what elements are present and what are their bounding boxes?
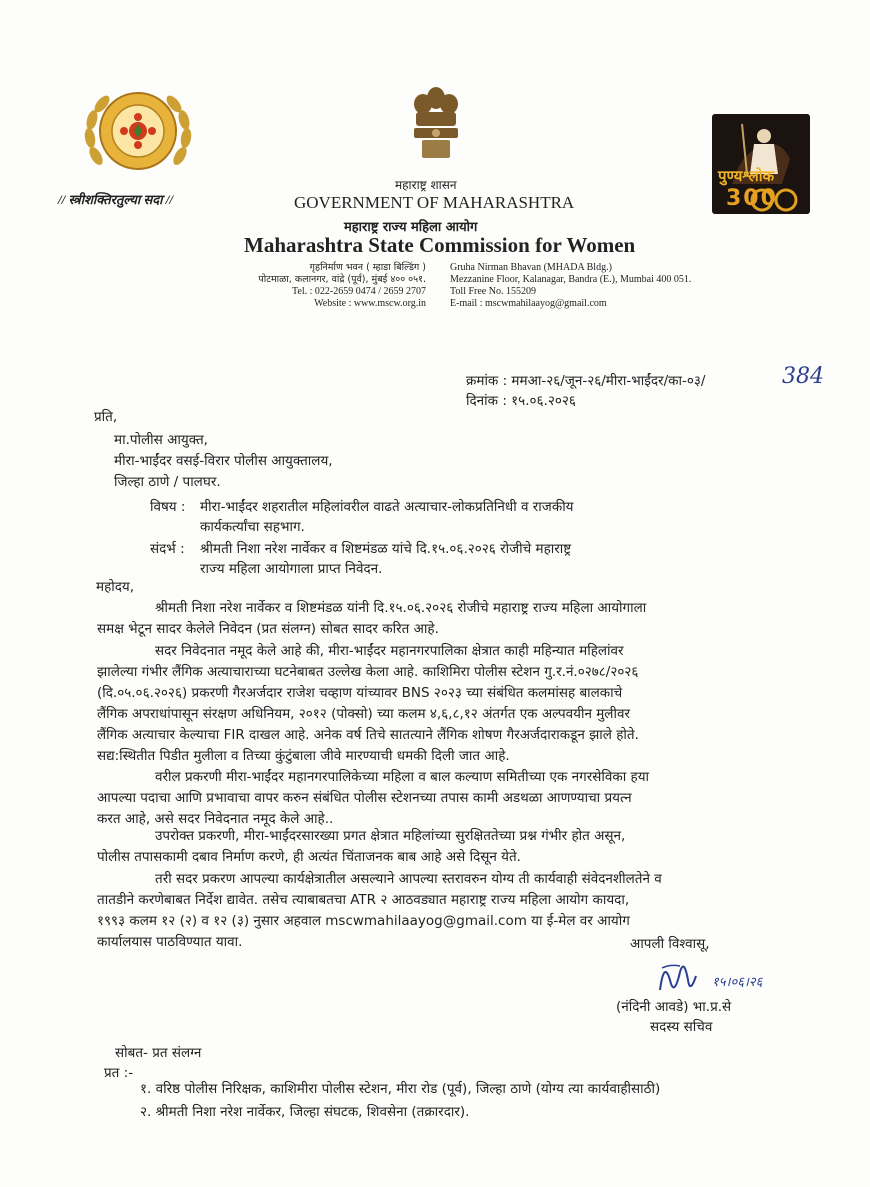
paragraph-line: उपरोक्त प्रकरणी, मीरा-भाईंदरसारख्या प्रगत क्षेत्रात महिलांच्या सुरक्षिततेच्या प्रश्न गंभीर होत असून, [155,828,626,844]
paragraph-line: आपल्या पदाचा आणि प्रभावाचा वापर करुन संबंधित पोलीस स्टेशनच्या तपास कामी अडथळा आणण्याचा प्रयत्न [97,790,632,806]
paragraph-line: लैंगिक अत्याचार केल्याचा FIR दाखल आहे. अनेक वर्ष तिचे सातत्याने लैंगिक शोषण गैरअर्जदाराकडून झाले होते. [97,727,639,743]
salutation: महोदय, [96,579,135,595]
website-line: Website : www.mscw.org.in [314,298,426,309]
left-tagline: // स्त्रीशक्तिरतुल्या सदा // [58,192,174,207]
signatory-designation: सदस्य सचिव [650,1019,713,1035]
body-paragraph-1 [97,598,793,640]
address-marathi [214,262,426,310]
address-line: गृहनिर्माण भवन ( म्हाडा बिल्डिंग ) [309,262,426,273]
reference-date: दिनांक : १५.०६.२०२६ [466,393,576,409]
recipient-to: प्रति, [94,409,118,425]
email-line: E-mail : mscwmahilaayog@gmail.com [450,298,607,309]
signatory-name: (नंदिनी आवडे) भा.प्र.से [616,999,732,1015]
recipient-line: मीरा-भाईंदर वसई-विरार पोलीस आयुक्तालय, [114,453,333,469]
paragraph-line: वरील प्रकरणी मीरा-भाईंदर महानगरपालिकेच्या महिला व बाल कल्याण समितीच्या एक नगरसेविका हया [155,769,650,785]
paragraph-line: झालेल्या गंभीर लैंगिक अत्याचाराच्या घटनेबाबत उल्लेख केला आहे. काशिमिरा पोलीस स्टेशन गु.र.नं.०२७८/२०२६ [97,664,639,680]
handwritten-date: १५।०६।२६ [712,975,763,990]
reference-number: क्रमांक : ममआ-२६/जून-२६/मीरा-भाईंदर/का-०३/ [466,373,706,389]
paragraph-line: सदर निवेदनात नमूद केले आहे की, मीरा-भाईंदर महानगरपालिका क्षेत्रात काही महिन्यात महिलांवर [155,643,624,659]
address-line: Mezzanine Floor, Kalanagar, Bandra (E.), Mumbai 400 051. [450,274,692,285]
body-paragraph-2 [97,641,793,767]
right-logo-number: 300 [726,186,778,211]
paragraph-line: करत आहे, असे सदर निवेदनात नमूद केले आहे.. [97,811,334,827]
copy-label: प्रत :- [104,1065,134,1081]
paragraph-line: समक्ष भेटून सादर केलेले निवेदन (प्रत संलग्न) सोबत सादर करित आहे. [97,621,439,637]
phone-line: Tel. : 022-2659 0474 / 2659 2707 [291,286,426,297]
reference-handwritten: 384 [782,364,824,389]
paragraph-line: पोलीस तपासकामी दबाव निर्माण करणे, ही अत्यंत चिंताजनक बाब आहे असे दिसून येते. [97,849,521,865]
right-logo-text: पुण्यश्लोक [718,167,775,185]
recipient-line: जिल्हा ठाणे / पालघर. [114,474,221,490]
recipient-line: मा.पोलीस आयुक्त, [114,432,208,448]
paragraph-line: तरी सदर प्रकरण आपल्या कार्यक्षेत्रातील असल्याने आपल्या स्तरावरुन योग्य ती कार्यवाही संवेदनशीलतेने व [155,871,662,887]
enclosure-label: सोबत- प्रत संलग्न [115,1045,202,1061]
national-emblem [408,82,464,174]
subject-line: मीरा-भाईंदर शहरातील महिलांवरील वाढते अत्याचार-लोकप्रतिनिधी व राजकीय [200,499,574,515]
address-line: पोटमाळा, कलानगर, वांद्रे (पूर्व), मुंबई ४०० ०५१. [258,274,426,285]
reference-line: श्रीमती निशा नरेश नार्वेकर व शिष्टमंडळ यांचे दि.१५.०६.२०२६ रोजीचे महाराष्ट्र [200,541,572,557]
copy-item: २. श्रीमती निशा नरेश नार्वेकर, जिल्हा संघटक, शिवसेना (तक्रारदार). [140,1104,470,1120]
tollfree-line: Toll Free No. 155209 [450,286,536,297]
copy-item: १. वरिष्ठ पोलीस निरिक्षक, काशिमीरा पोलीस स्टेशन, मीरा रोड (पूर्व), जिल्हा ठाणे (योग्य त्या कार्यवाहीसाठी) [140,1081,661,1097]
paragraph-line: कार्यालयास पाठविण्यात यावा. [97,934,243,950]
reference-label: संदर्भ : [150,541,185,557]
commission-english: Maharashtra State Commission for Women [244,233,636,257]
paragraph-line: लैंगिक अपराधांपासून संरक्षण अधिनियम, २०१२ (पोक्सो) च्या कलम ४,६,८,१२ अंतर्गत एक अल्पवयीन मुलीवर [97,706,630,722]
subject-label: विषय : [150,499,186,515]
address-line: Gruha Nirman Bhavan (MHADA Bldg.) [450,262,612,273]
reference-line: राज्य महिला आयोगाला प्राप्त निवेदन. [200,561,383,577]
paragraph-line: सद्य:स्थितीत पिडीत मुलीला व तिच्या कुंटुंबाला जीवे मारण्याची धमकी दिली जात आहे. [97,748,510,764]
commission-logo [78,86,198,186]
body-paragraph-4 [97,826,793,868]
punyashlok-logo [712,114,810,214]
address-english [450,262,691,310]
paragraph-line: १९९३ कलम १२ (२) व १२ (३) नुसार अहवाल mscwmahilaayog@gmail.com या ई-मेल वर आयोग [97,913,630,929]
body-paragraph-3 [97,767,793,830]
state-govt-english: GOVERNMENT OF MAHARASHTRA [294,193,575,212]
paragraph-line: श्रीमती निशा नरेश नार्वेकर व शिष्टमंडळ यांनी दि.१५.०६.२०२६ रोजीचे महाराष्ट्र राज्य महिला आयोगाला [155,600,647,616]
state-govt-marathi: महाराष्ट्र शासन [395,178,457,192]
subject-line: कार्यकर्त्यांचा सहभाग. [200,519,305,535]
paragraph-line: तातडीने करणेबाबत निर्देश द्यावेत. तसेच त्याबाबतचा ATR २ आठवड्यात महाराष्ट्र राज्य महिला आयोग कायदा, [97,892,630,908]
closing: आपली विश्वासू, [630,936,710,952]
commission-marathi: महाराष्ट्र राज्य महिला आयोग [344,220,478,235]
paragraph-line: (दि.०५.०६.२०२६) प्रकरणी गैरअर्जदार राजेश चव्हाण यांच्यावर BNS २०२३ च्या संबंधित कलमांसह बालकाचे [97,685,623,701]
